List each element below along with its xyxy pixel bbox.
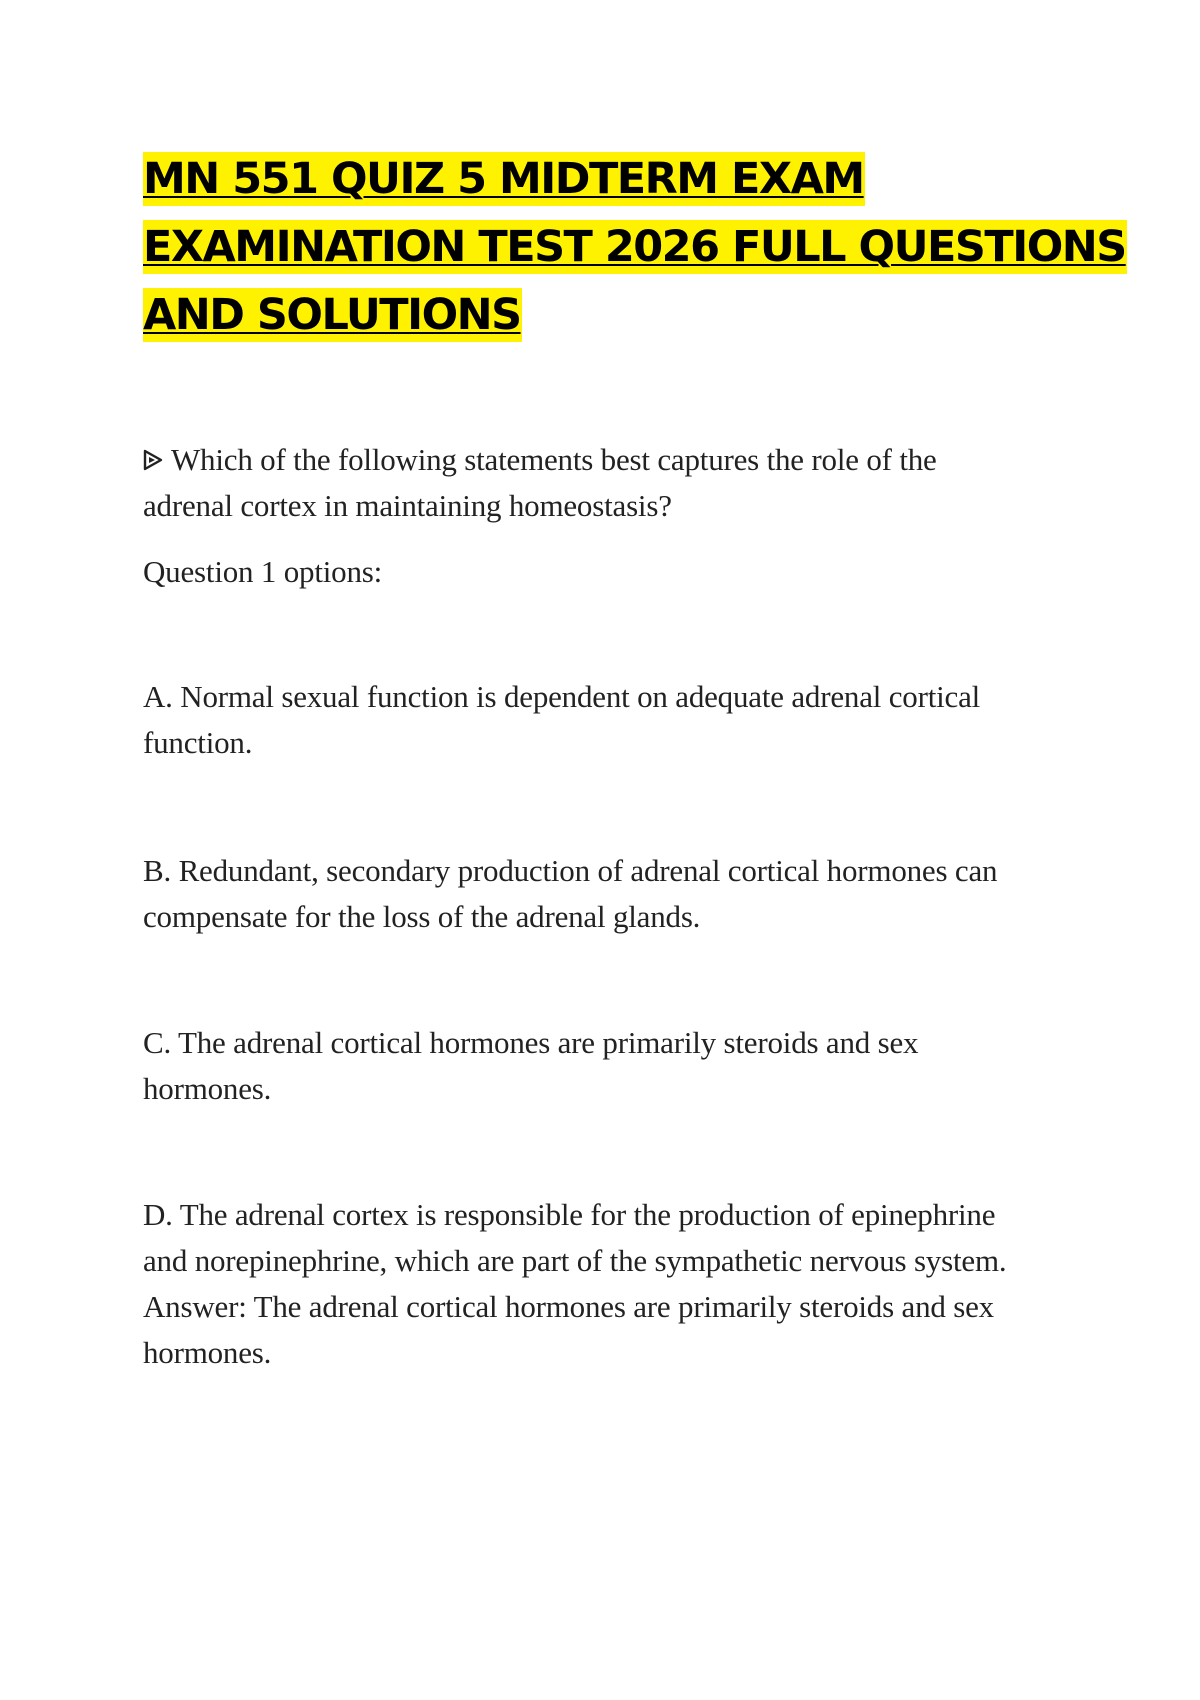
answer-line-2: hormones.	[143, 1335, 272, 1370]
option-c	[143, 1020, 1063, 1112]
document-title	[143, 152, 1126, 356]
option-b	[143, 848, 1063, 940]
option-a-line-1: A. Normal sexual function is dependent on adequate adrenal cortical	[143, 679, 981, 714]
question-line-2: adrenal cortex in maintaining homeostasis?	[143, 488, 672, 523]
option-b-line-1: B. Redundant, secondary production of adrenal cortical hormones can	[143, 853, 998, 888]
question-line-1	[143, 436, 1063, 483]
title-line-2	[143, 220, 1126, 288]
option-a-line-2: function.	[143, 725, 253, 760]
option-c-line-2: hormones.	[143, 1071, 272, 1106]
title-text-3: AND SOLUTIONS	[143, 290, 521, 340]
option-d	[143, 1192, 1063, 1376]
answer-line-1: Answer: The adrenal cortical hormones are primarily steroids and sex	[143, 1289, 994, 1324]
question-stem	[143, 436, 1063, 529]
option-d-line-2: and norepinephrine, which are part of the sympathetic nervous system.	[143, 1243, 1007, 1278]
option-d-line-1: D. The adrenal cortex is responsible for the production of epinephrine	[143, 1197, 996, 1232]
option-b-line-2: compensate for the loss of the adrenal glands.	[143, 899, 701, 934]
question-text-1: Which of the following statements best captures the role of the	[171, 442, 937, 477]
option-a	[143, 674, 1063, 766]
title-line-3	[143, 288, 1083, 356]
title-line-1	[143, 152, 1083, 220]
options-label: Question 1 options:	[143, 554, 383, 589]
title-text-1: MN 551 QUIZ 5 MIDTERM EXAM	[143, 154, 864, 204]
title-text-2: EXAMINATION TEST 2026 FULL QUESTIONS	[143, 222, 1126, 272]
play-triangle-icon	[143, 436, 163, 482]
option-c-line-1: C. The adrenal cortical hormones are primarily steroids and sex	[143, 1025, 919, 1060]
